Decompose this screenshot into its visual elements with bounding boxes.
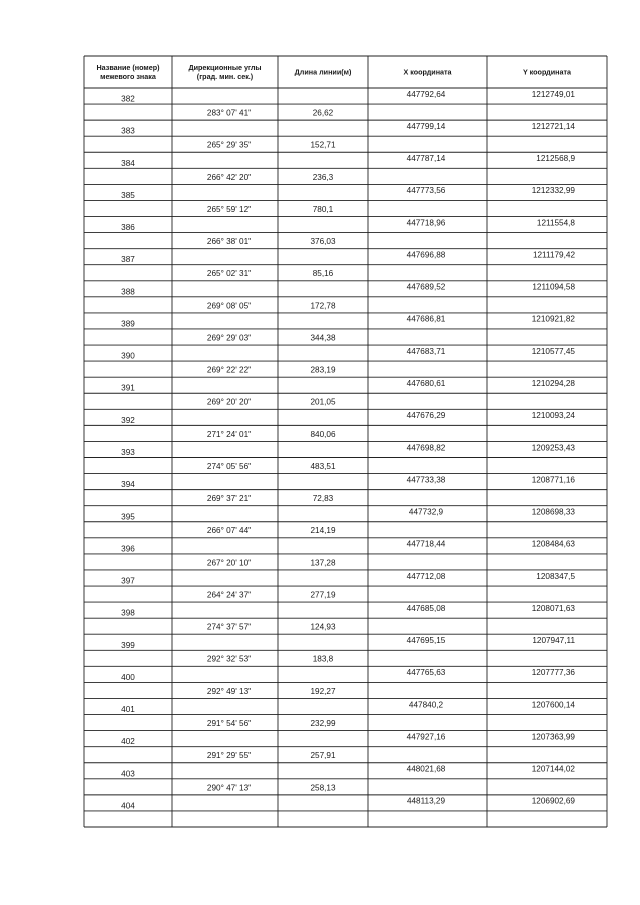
x-coordinate: 447773,56 bbox=[406, 186, 446, 196]
x-coordinate: 447683,71 bbox=[406, 346, 446, 356]
line-length: 72,83 bbox=[312, 494, 334, 504]
directional-angle: 266° 42' 20" bbox=[206, 172, 252, 182]
y-coordinate: 1207777,36 bbox=[531, 668, 575, 678]
y-coordinate: 1210921,82 bbox=[531, 314, 575, 324]
y-coordinate: 1206902,69 bbox=[531, 796, 575, 806]
y-coordinate: 1208347,5 bbox=[536, 571, 575, 581]
point-number: 384 bbox=[121, 158, 135, 168]
x-coordinate: 447718,44 bbox=[406, 539, 446, 549]
directional-angle: 274° 37' 57" bbox=[206, 622, 252, 632]
directional-angle: 291° 54' 56" bbox=[206, 719, 252, 729]
line-length: 85,16 bbox=[312, 269, 334, 279]
y-coordinate: 1207600,14 bbox=[531, 700, 575, 710]
y-coordinate: 1207947,11 bbox=[532, 636, 575, 646]
x-coordinate: 447686,81 bbox=[406, 314, 446, 324]
directional-angle: 271° 24' 01" bbox=[206, 429, 252, 439]
point-number: 389 bbox=[121, 319, 135, 329]
y-coordinate: 1207363,99 bbox=[531, 732, 575, 742]
x-coordinate: 447698,82 bbox=[406, 443, 446, 453]
x-coordinate: 447689,52 bbox=[406, 282, 446, 292]
y-coordinate: 1212721,14 bbox=[531, 121, 575, 131]
x-coordinate: 447696,88 bbox=[406, 250, 446, 260]
x-coordinate: 447765,63 bbox=[406, 668, 446, 678]
x-coordinate: 447733,38 bbox=[406, 475, 446, 485]
column-header-label: Название (номер) bbox=[96, 62, 160, 72]
line-length: 277,19 bbox=[310, 590, 336, 600]
point-number: 383 bbox=[121, 126, 135, 136]
point-number: 399 bbox=[121, 640, 135, 650]
line-length: 483,51 bbox=[310, 461, 336, 471]
directional-angle: 264° 24' 37" bbox=[206, 590, 252, 600]
line-length: 257,91 bbox=[310, 751, 336, 761]
line-length: 152,71 bbox=[310, 140, 336, 150]
y-coordinate: 1208771,16 bbox=[531, 475, 575, 485]
directional-angle: 274° 05' 56" bbox=[206, 461, 252, 471]
directional-angle: 266° 38' 01" bbox=[206, 237, 252, 247]
x-coordinate: 447840,2 bbox=[408, 700, 444, 710]
y-coordinate: 1212332,99 bbox=[531, 186, 575, 196]
x-coordinate: 447685,08 bbox=[406, 603, 446, 613]
directional-angle: 266° 07' 44" bbox=[206, 526, 252, 536]
line-length: 840,06 bbox=[310, 429, 336, 439]
x-coordinate: 447676,29 bbox=[406, 411, 446, 421]
y-coordinate: 1208071,63 bbox=[531, 603, 575, 613]
x-coordinate: 447718,96 bbox=[406, 218, 446, 228]
point-number: 396 bbox=[121, 544, 135, 554]
point-number: 390 bbox=[121, 351, 135, 361]
directional-angle: 269° 22' 22" bbox=[206, 365, 252, 375]
column-header-label: X координата bbox=[403, 67, 452, 77]
line-length: 258,13 bbox=[310, 783, 336, 793]
point-number: 400 bbox=[121, 672, 135, 682]
point-number: 403 bbox=[121, 769, 135, 779]
line-length: 26,62 bbox=[312, 108, 334, 118]
line-length: 236,3 bbox=[312, 172, 334, 182]
column-header-label: межевого знака bbox=[100, 72, 156, 82]
line-length: 283,19 bbox=[310, 365, 336, 375]
y-coordinate: 1212749,01 bbox=[531, 89, 575, 99]
y-coordinate: 1211094,58 bbox=[532, 282, 575, 292]
line-length: 183,8 bbox=[312, 654, 334, 664]
directional-angle: 283° 07' 41" bbox=[206, 108, 252, 118]
directional-angle: 292° 32' 53" bbox=[206, 654, 252, 664]
directional-angle: 292° 49' 13" bbox=[206, 686, 252, 696]
column-header-label: (град. мин. сек.) bbox=[196, 72, 254, 82]
y-coordinate: 1211554,8 bbox=[536, 218, 575, 228]
point-number: 402 bbox=[121, 737, 135, 747]
y-coordinate: 1208484,63 bbox=[531, 539, 575, 549]
column-header-label: Дирекционные углы bbox=[188, 62, 262, 72]
x-coordinate: 447799,14 bbox=[406, 121, 446, 131]
y-coordinate: 1210577,45 bbox=[531, 346, 575, 356]
point-number: 388 bbox=[121, 287, 135, 297]
point-number: 394 bbox=[121, 480, 135, 490]
x-coordinate: 447792,64 bbox=[406, 89, 446, 99]
directional-angle: 269° 29' 03" bbox=[206, 333, 252, 343]
x-coordinate: 447695,15 bbox=[406, 636, 446, 646]
line-length: 376,03 bbox=[310, 237, 336, 247]
directional-angle: 267° 20' 10" bbox=[206, 558, 252, 568]
column-header-label: Y координата bbox=[523, 67, 571, 77]
point-number: 398 bbox=[121, 608, 135, 618]
point-number: 404 bbox=[121, 801, 135, 811]
point-number: 385 bbox=[121, 190, 135, 200]
x-coordinate: 447787,14 bbox=[406, 154, 446, 164]
x-coordinate: 447927,16 bbox=[406, 732, 446, 742]
y-coordinate: 1209253,43 bbox=[531, 443, 575, 453]
point-number: 391 bbox=[121, 383, 135, 393]
point-number: 382 bbox=[121, 94, 135, 104]
point-number: 401 bbox=[121, 705, 135, 715]
directional-angle: 265° 02' 31" bbox=[206, 269, 252, 279]
directional-angle: 290° 47' 13" bbox=[206, 783, 252, 793]
y-coordinate: 1207144,02 bbox=[531, 764, 575, 774]
y-coordinate: 1208698,33 bbox=[531, 507, 575, 517]
line-length: 232,99 bbox=[310, 719, 336, 729]
x-coordinate: 447712,08 bbox=[406, 571, 446, 581]
y-coordinate: 1210093,24 bbox=[531, 411, 575, 421]
point-number: 392 bbox=[121, 415, 135, 425]
line-length: 137,28 bbox=[310, 558, 336, 568]
point-number: 386 bbox=[121, 223, 135, 233]
directional-angle: 265° 29' 35" bbox=[206, 140, 252, 150]
directional-angle: 269° 08' 05" bbox=[206, 301, 252, 311]
x-coordinate: 447732,9 bbox=[408, 507, 444, 517]
point-number: 395 bbox=[121, 512, 135, 522]
x-coordinate: 448021,68 bbox=[406, 764, 446, 774]
y-coordinate: 1211179,42 bbox=[532, 250, 575, 260]
y-coordinate: 1212568,9 bbox=[536, 154, 575, 164]
directional-angle: 269° 37' 21" bbox=[206, 494, 252, 504]
line-length: 192,27 bbox=[310, 686, 336, 696]
directional-angle: 265° 59' 12" bbox=[206, 204, 252, 214]
line-length: 780,1 bbox=[312, 204, 334, 214]
directional-angle: 269° 20' 20" bbox=[206, 397, 252, 407]
x-coordinate: 447680,61 bbox=[406, 379, 446, 389]
y-coordinate: 1210294,28 bbox=[531, 379, 575, 389]
line-length: 124,93 bbox=[310, 622, 336, 632]
line-length: 201,05 bbox=[310, 397, 336, 407]
point-number: 387 bbox=[121, 255, 135, 265]
point-number: 393 bbox=[121, 448, 135, 458]
line-length: 344,38 bbox=[310, 333, 336, 343]
directional-angle: 291° 29' 55" bbox=[206, 751, 252, 761]
column-header-label: Длина линии(м) bbox=[294, 67, 352, 77]
line-length: 172,78 bbox=[310, 301, 336, 311]
line-length: 214,19 bbox=[310, 526, 336, 536]
point-number: 397 bbox=[121, 576, 135, 586]
x-coordinate: 448113,29 bbox=[406, 796, 446, 806]
